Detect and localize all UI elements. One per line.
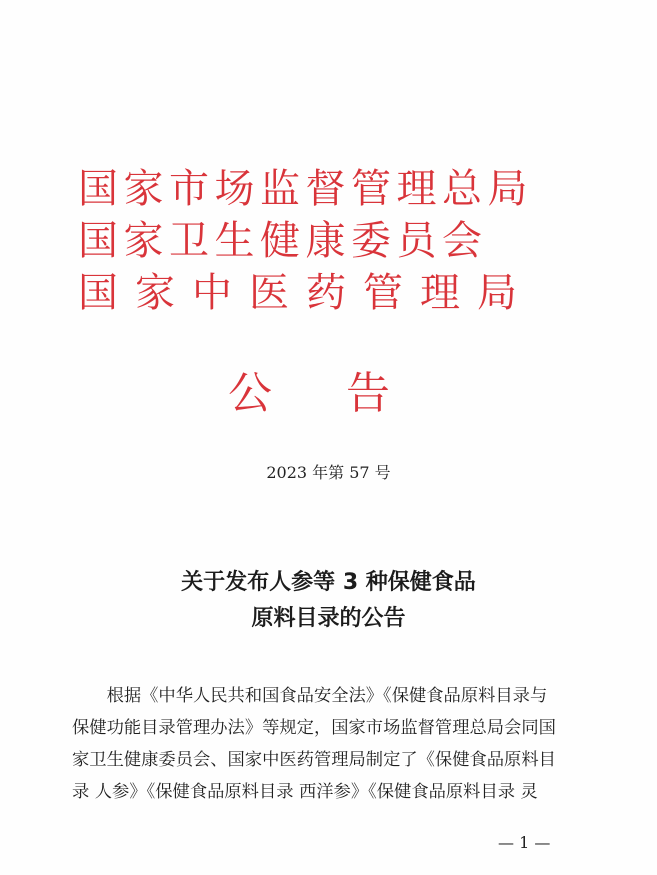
announcement-label: 公告	[228, 368, 464, 419]
page-number: — 1 —	[498, 833, 551, 852]
body-line: 家卫生健康委员会、国家中医药管理局制定了《保健食品原料目	[72, 750, 556, 770]
issuer-samr: 国家市场监督管理总局	[78, 166, 533, 212]
body-line: 录 人参》《保健食品原料目录 西洋参》《保健食品原料目录 灵	[72, 782, 538, 802]
issuer-nhc: 国家卫生健康委员会	[78, 218, 488, 264]
document-title-line-1: 关于发布人参等 3 种保健食品	[181, 570, 476, 595]
body-line: 根据《中华人民共和国食品安全法》《保健食品原料目录与	[72, 686, 548, 706]
document-number: 2023 年第 57 号	[266, 463, 391, 482]
body-line: 保健功能目录管理办法》等规定，国家市场监督管理总局会同国	[72, 718, 556, 738]
document-title-line-2: 原料目录的公告	[251, 606, 406, 631]
issuer-natcm: 国家中医药管理局	[78, 270, 534, 316]
body-paragraph	[72, 680, 584, 808]
